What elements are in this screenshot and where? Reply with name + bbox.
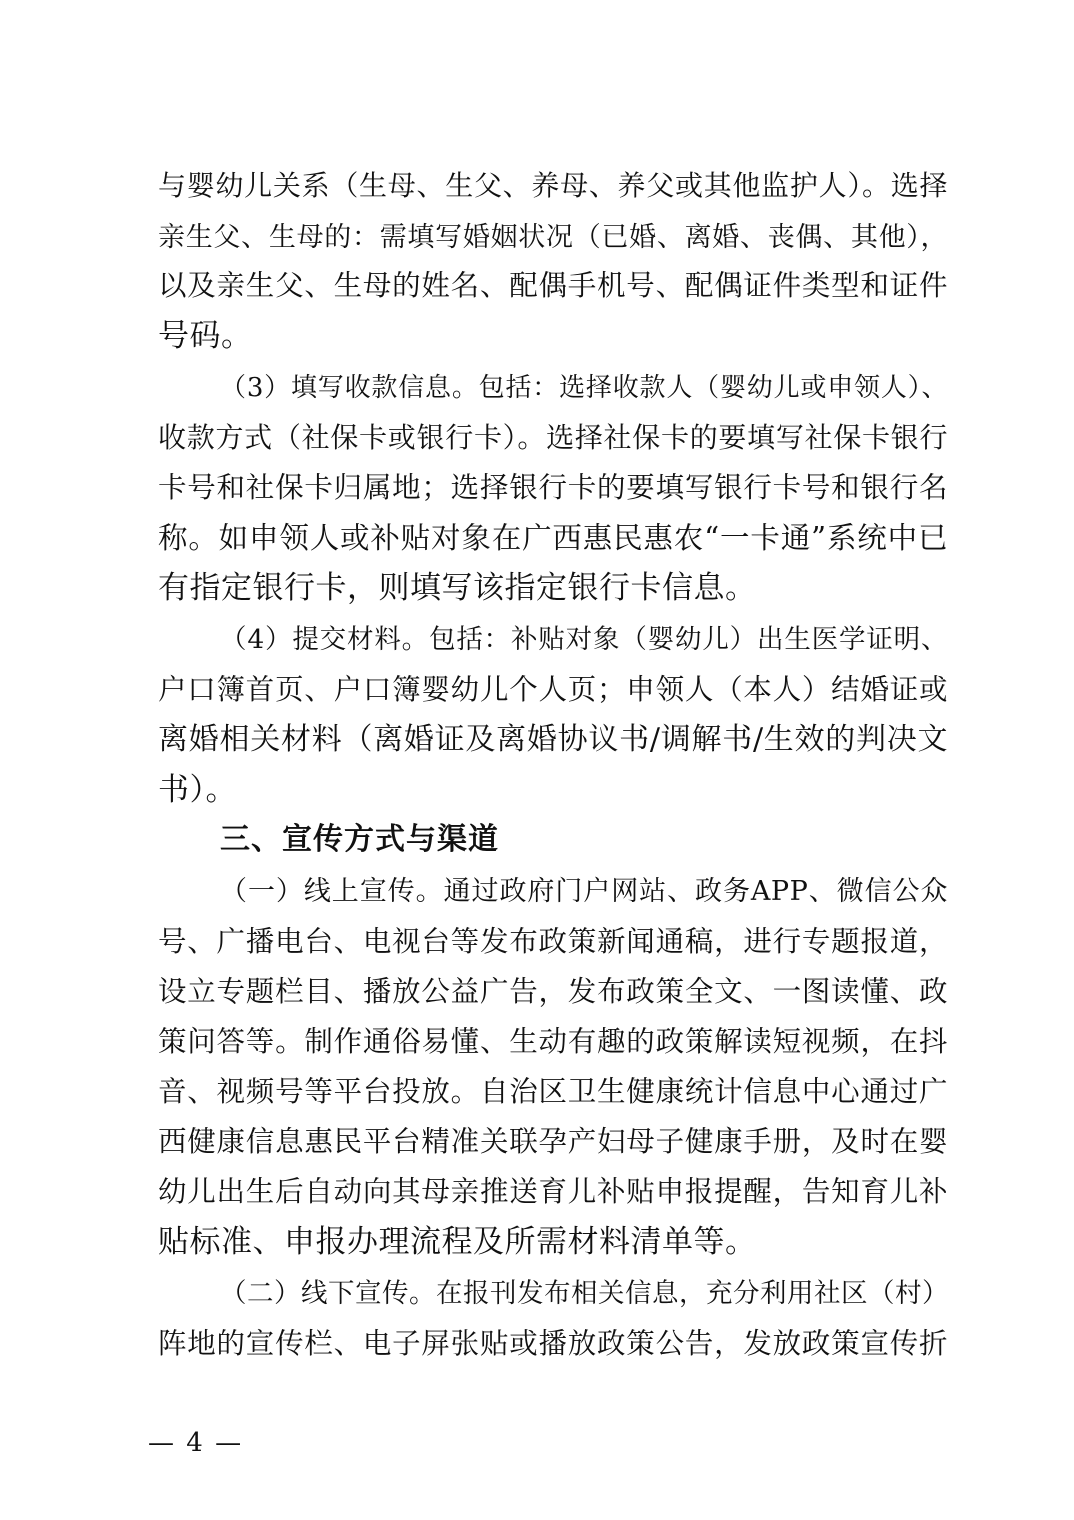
- body-text-line: 策问答等。制作通俗易懂、生动有趣的政策解读短视频，在抖: [158, 1025, 948, 1058]
- body-text-line: 西健康信息惠民平台精准关联孕产妇母子健康手册，及时在婴: [158, 1125, 948, 1158]
- body-text-line: 称。如申领人或补贴对象在广西惠民惠农“一卡通”系统中已: [158, 521, 948, 555]
- body-text-line: 号、广播电台、电视台等发布政策新闻通稿，进行专题报道，: [158, 925, 948, 958]
- page-number: — 4 —: [148, 1428, 244, 1458]
- body-text-line: 有指定银行卡，则填写该指定银行卡信息。: [158, 570, 757, 606]
- body-text-line: 书）。: [158, 772, 237, 808]
- body-text-line: （一）线上宣传。通过政府门户网站、政务APP、微信公众: [220, 876, 948, 907]
- body-text-line: （二）线下宣传。在报刊发布相关信息，充分利用社区（村）: [220, 1278, 949, 1309]
- body-text-line: （3）填写收款信息。包括：选择收款人（婴幼儿或申领人）、: [220, 373, 948, 403]
- body-text-line: 与婴幼儿关系（生母、生父、养母、养父或其他监护人）。选择: [158, 169, 948, 202]
- body-text-line: 亲生父、生母的：需填写婚姻状况（已婚、离婚、丧偶、其他），: [158, 222, 948, 253]
- body-text-line: 音、视频号等平台投放。自治区卫生健康统计信息中心通过广: [158, 1075, 948, 1108]
- body-text-line: 以及亲生父、生母的姓名、配偶手机号、配偶证件类型和证件: [158, 269, 948, 302]
- body-text-line: 设立专题栏目、播放公益广告，发布政策全文、一图读懂、政: [158, 975, 948, 1008]
- body-text-line: 贴标准、申报办理流程及所需材料清单等。: [158, 1224, 757, 1260]
- body-text-line: 收款方式（社保卡或银行卡）。选择社保卡的要填写社保卡银行: [158, 421, 948, 454]
- body-text-line: 卡号和社保卡归属地；选择银行卡的要填写银行卡号和银行名: [158, 471, 948, 504]
- body-text-line: 号码。: [158, 318, 253, 354]
- body-text-line: （4）提交材料。包括：补贴对象（婴幼儿）出生医学证明、: [220, 624, 948, 655]
- body-text-line: 户口簿首页、户口簿婴幼儿个人页；申领人（本人）结婚证或: [158, 673, 948, 706]
- body-text-line: 阵地的宣传栏、电子屏张贴或播放政策公告，发放政策宣传折: [158, 1327, 948, 1360]
- body-text-line: 离婚相关材料（离婚证及离婚协议书/调解书/生效的判决文: [158, 722, 948, 757]
- section-heading: 三、宣传方式与渠道: [220, 822, 499, 857]
- body-text-line: 幼儿出生后自动向其母亲推送育儿补贴申报提醒，告知育儿补: [158, 1175, 948, 1208]
